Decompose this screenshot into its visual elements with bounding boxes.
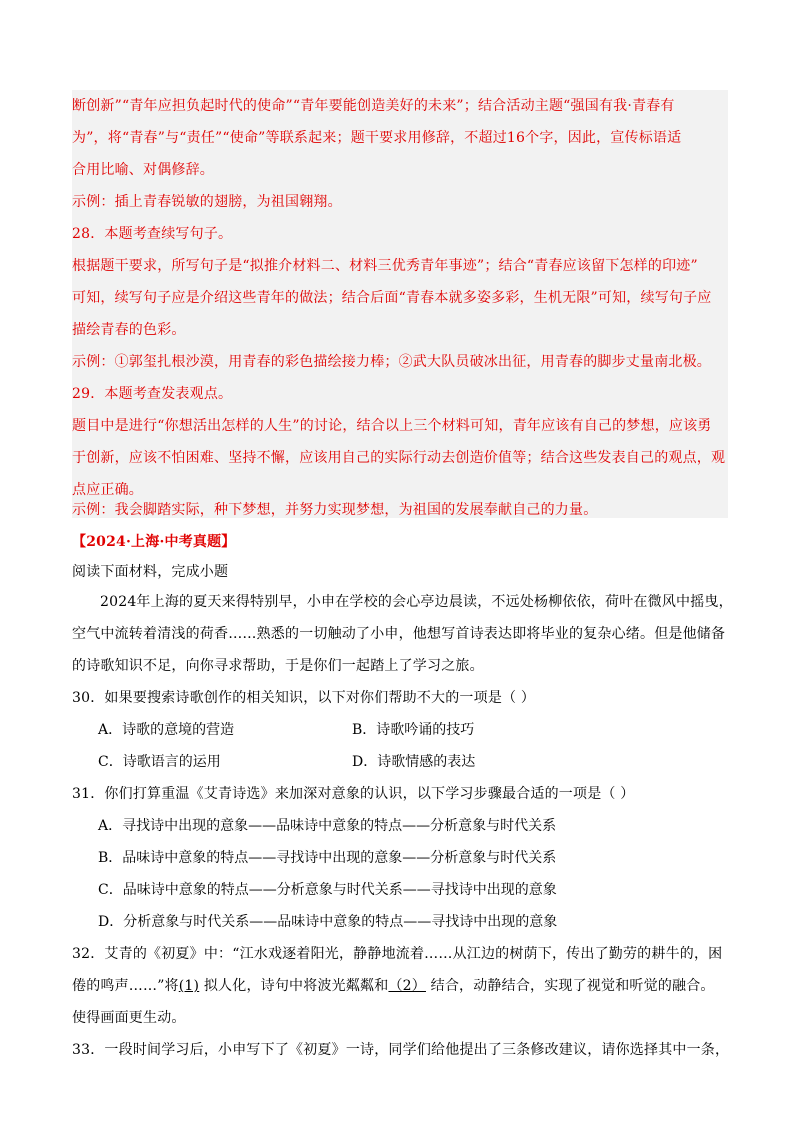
q31-option-d: D．分析意象与时代关系——品味诗中意象的特点——寻找诗中出现的意象 [98, 914, 558, 930]
passage-line: 2024年上海的夏天来得特别早，小申在学校的会心亭边晨读，不远处杨柳依依，荷叶在微风中摇曳， [100, 594, 733, 610]
q31-option-b: B．品味诗中意象的特点——寻找诗中出现的意象——分析意象与时代关系 [98, 850, 557, 866]
answer-line: 合用比喻、对偶修辞。 [72, 162, 214, 178]
answer-example: 示例：①郭玺扎根沙漠，用青春的彩色描绘接力棒；②武大队员破冰出征，用青春的脚步丈量南北极。 [72, 354, 711, 370]
q32-text: 拟人化，诗句中将波光粼粼和 [199, 978, 389, 994]
question-32-line [72, 976, 715, 996]
answer-question-heading: 29．本题考查发表观点。 [72, 386, 233, 402]
q31-option-a: A．寻找诗中出现的意象——品味诗中意象的特点——分析意象与时代关系 [98, 818, 557, 834]
answer-line: 于创新，应该不怕困难、坚持不懈，应该用自己的实际行动去创造价值等；结合这些发表自己的观点，观 [72, 450, 726, 466]
question-31-stem: 31．你们打算重温《艾青诗选》来加深对意象的认识，以下学习步骤最合适的一项是（ ） [72, 786, 635, 802]
q30-option-c: C．诗歌语言的运用 [98, 754, 221, 770]
passage-line: 空气中流转着清浅的荷香……熟悉的一切触动了小申，他想写首诗表达即将毕业的复杂心绪。但是他储备 [72, 626, 726, 642]
q32-text: 倦的鸣声……”将 [72, 978, 179, 994]
source-tag: 【2024·上海·中考真题】 [72, 534, 236, 550]
answer-example: 示例：我会脚踏实际，种下梦想，并努力实现梦想，为祖国的发展奉献自己的力量。 [72, 502, 598, 518]
q31-option-c: C．品味诗中意象的特点——分析意象与时代关系——寻找诗中出现的意象 [98, 882, 557, 898]
answer-line: 点应正确。 [72, 482, 143, 498]
q32-blank-2: （2） [388, 978, 426, 994]
answer-question-heading: 28．本题考查续写句子。 [72, 226, 233, 242]
q30-option-b: B．诗歌吟诵的技巧 [352, 722, 475, 738]
answer-line: 断创新”“青年应担负起时代的使命”“青年要能创造美好的未来”；结合活动主题“强国有我·青春有 [72, 98, 675, 114]
question-33-stem: 33．一段时间学习后，小申写下了《初夏》一诗，同学们给他提出了三条修改建议，请你选择其中一条， [72, 1042, 730, 1058]
answer-example: 示例：插上青春锐敏的翅膀，为祖国翱翔。 [72, 194, 342, 210]
answer-line: 描绘青春的色彩。 [72, 322, 186, 338]
q32-text: 结合，动静结合，实现了视觉和听觉的融合。 [425, 978, 715, 994]
answer-line: 可知，续写句子应是介绍这些青年的做法；结合后面“青春本就多姿多彩，生机无限”可知，续写句子应 [72, 290, 712, 306]
q30-option-a: A．诗歌的意境的营造 [98, 722, 235, 738]
question-30-stem: 30．如果要搜索诗歌创作的相关知识，以下对你们帮助不大的一项是（ ） [72, 690, 536, 706]
answer-line: 题目中是进行“你想活出怎样的人生”的讨论，结合以上三个材料可知，青年应该有自己的梦想，应该勇 [72, 418, 712, 434]
question-32-line: 32．艾青的《初夏》中：“江水戏逐着阳光，静静地流着……从江边的树荫下，传出了勤劳的耕牛的，困 [72, 946, 723, 962]
q30-option-d: D．诗歌情感的表达 [352, 754, 476, 770]
passage-line: 的诗歌知识不足，向你寻求帮助，于是你们一起踏上了学习之旅。 [72, 658, 484, 674]
answer-line: 根据题干要求，所写句子是“拟推介材料二、材料三优秀青年事迹”；结合“青春应该留下怎样的印迹” [72, 258, 698, 274]
question-32-line: 使得画面更生动。 [72, 1010, 186, 1026]
instruction: 阅读下面材料，完成小题 [72, 564, 229, 580]
q32-blank-1: (1) [178, 978, 200, 994]
answer-line: 为”，将“青春”与“责任”“使命”等联系起来；题干要求用修辞，不超过16个字，因此，宣传标语适 [72, 130, 682, 146]
